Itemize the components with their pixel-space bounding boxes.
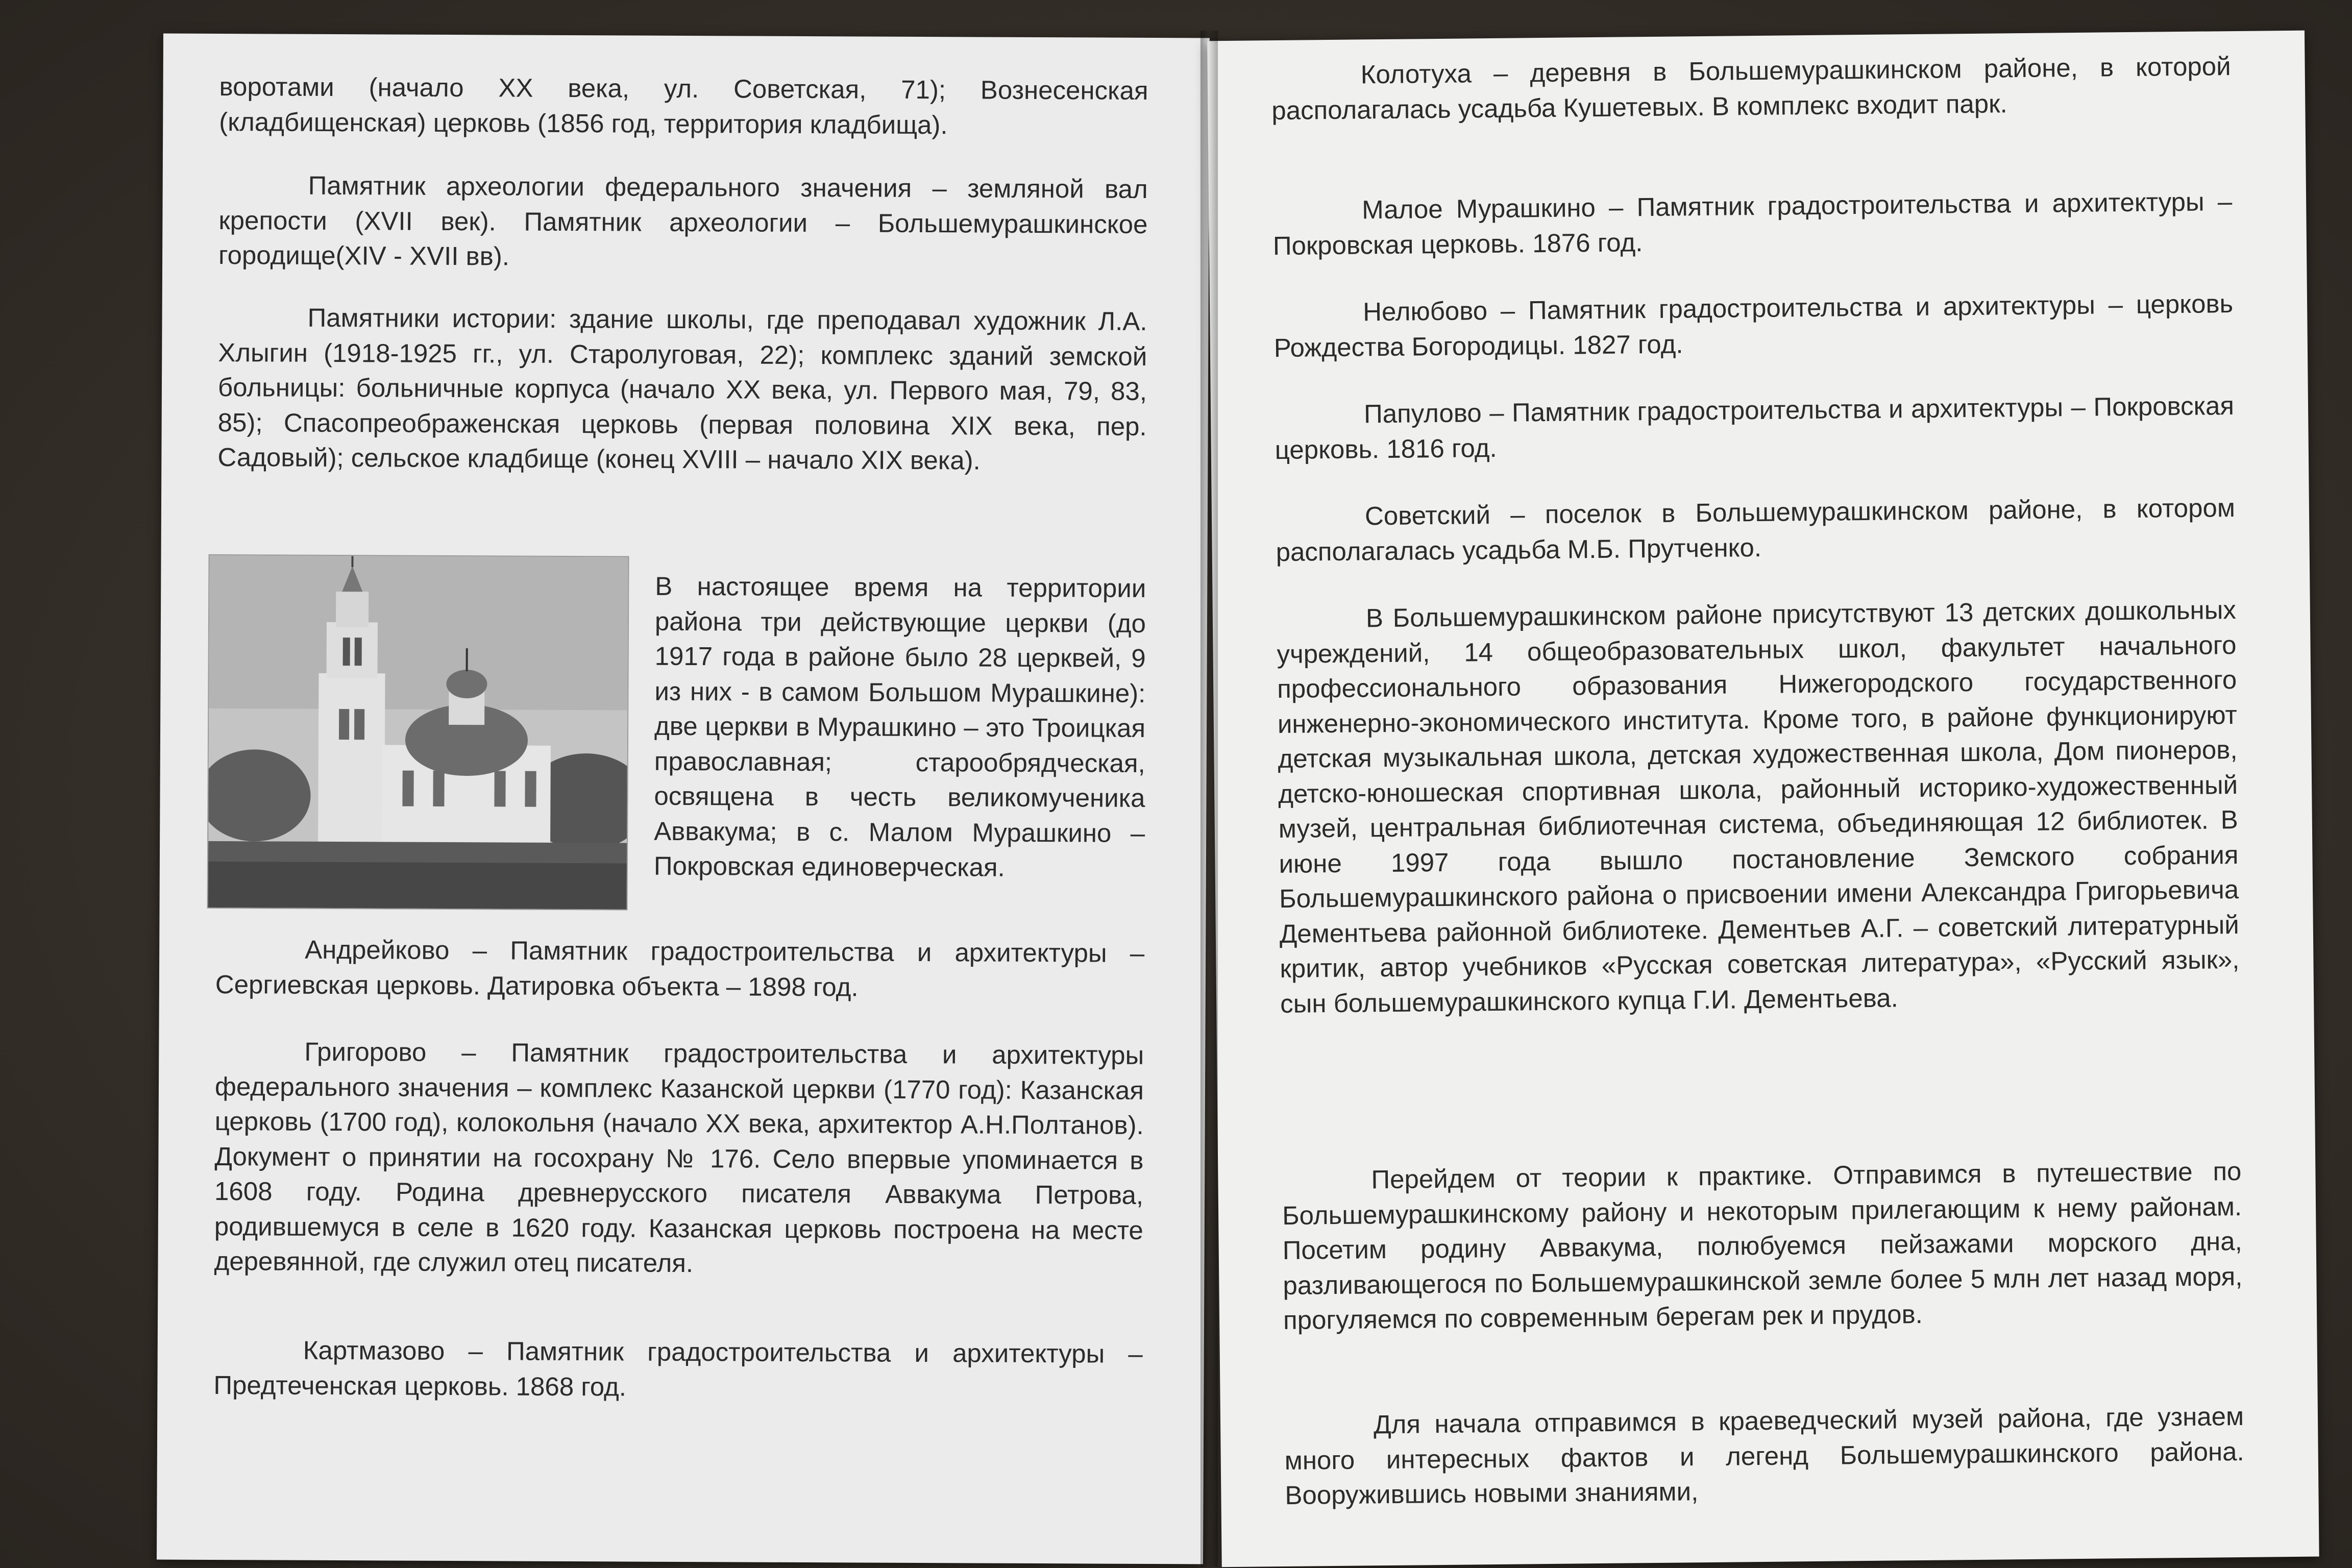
left-paragraph-2: Памятник археологии федерального значения – земляной вал крепости (XVII век). Памятник археологии – Большемурашкинское городище(XIV - XVII вв).	[218, 170, 1148, 271]
church-photo	[207, 554, 629, 911]
right-paragraph-2: Малое Мурашкино – Памятник градостроительства и архитектуры – Покровская церковь. 1876 год.	[1272, 187, 2233, 260]
right-paragraph-1: Колотуха – деревня в Большемурашкинском районе, в которой располагалась усадьба Кушетевых. В комплекс входит парк.	[1271, 52, 2231, 125]
right-paragraph-3: Нелюбово – Памятник градостроительства и архитектуры – церковь Рождества Богородицы. 1827 год.	[1273, 289, 2234, 362]
right-paragraph-7: Перейдем от теории к практике. Отправимся в путешествие по Большемурашкинскому району и некоторым прилегающим к нему районам. Посетим родину Аввакума, полюбуемся пейзажами морского дна, разливающегося по Большемурашкинской земле более 5 млн лет назад моря, прогуляемся по современным берегам рек и прудов.	[1282, 1156, 2243, 1335]
left-paragraph-1: воротами (начало XX века, ул. Советская, 71); Вознесенская (кладбищенская) церковь (1856 год, территория кладбища).	[219, 72, 1148, 139]
church-photo-illustration	[208, 555, 628, 910]
left-paragraph-7: Картмазово – Памятник градостроительства и архитектуры – Предтеченская церковь. 1868 год.	[213, 1335, 1143, 1402]
right-paragraph-4: Папулово – Памятник градостроительства и архитектуры – Покровская церковь. 1816 год.	[1275, 391, 2235, 464]
left-paragraph-6: Григорово – Памятник градостроительства и архитектуры федерального значения – комплекс Казанской церкви (1770 год): Казанская церковь (1700 год), колокольня (начало XX века, архитектор А.Н.Полтанов). Документ о принятии на госохрану № 176. Село впервые упоминается в 1608 году. Родина древнерусского писателя Аввакума Петрова, родившемуся в селе в 1620 году. Казанская церковь построена на месте деревянной, где служил отец писателя.	[214, 1037, 1144, 1278]
right-paragraph-5: Советский – поселок в Большемурашкинском районе, в котором располагалась усадьба М.Б. Прутченко.	[1276, 493, 2236, 567]
right-page	[1207, 31, 2319, 1567]
left-paragraph-4: В настоящее время на территории района три действующие церкви (до 1917 года в районе было 28 церквей, 9 из них - в самом Большом Мурашкине): две церкви в Мурашкино – это Троицкая православная; старообрядческая, освящена в честь великомученика Аввакума; в с. Малом Мурашкино – Покровская единоверческая.	[653, 571, 1146, 882]
book-gutter	[1200, 31, 1218, 1567]
left-paragraph-3: Памятники истории: здание школы, где преподавал художник Л.А. Хлыгин (1918-1925 гг., ул. Старолуговая, 22); комплекс зданий земской больницы: больничные корпуса (начало XX века, ул. Первого мая, 79, 83, 85); Спасопреображенская церковь (первая половина XIX века, пер. Садовый); сельское кладбище (конец XVIII – начало XIX века).	[217, 303, 1147, 475]
left-paragraph-5: Андрейково – Памятник градостроительства и архитектуры – Сергиевская церковь. Датировка объекта – 1898 год.	[215, 935, 1145, 1001]
right-paragraph-8: Для начала отправимся в краеведческий музей района, где узнаем много интересных фактов и легенд Большемурашкинского района. Вооружившись новыми знаниями,	[1284, 1401, 2244, 1510]
right-paragraph-6: В Большемурашкинском районе присутствуют 13 детских дошкольных учреждений, 14 общеобразовательных школ, факультет начального профессионального образования Нижегородского государственного инженерно-экономического института. Кроме того, в районе функционируют детская музыкальная школа, детская художественная школа, Дом пионеров, детско-юношеская спортивная школа, районный историко-художественный музей, центральная библиотечная система, объединяющая 12 библиотек. В июне 1997 года вышло постановление Земского собрания Большемурашкинского района о присвоении имени Александра Григорьевича Дементьева районной библиотеке. Дементьев А.Г. – советский литературный критик, автор учебников «Русская советская литература», «Русский язык», сын большемурашкинского купца Г.И. Дементьева.	[1277, 595, 2240, 1018]
left-page	[157, 34, 1210, 1564]
